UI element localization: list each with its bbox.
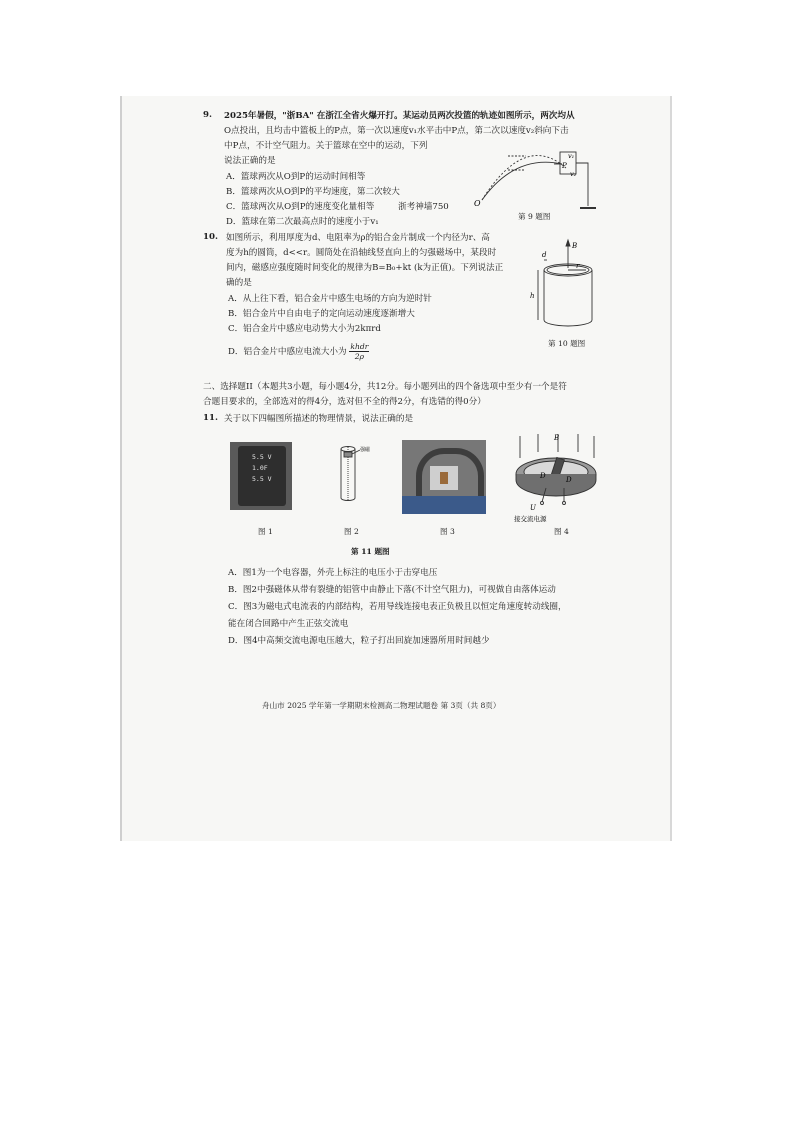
q11-fig4-label-b: B bbox=[554, 434, 560, 442]
q9-option-d: D．篮球在第二次最高点时的速度小于v₁ bbox=[226, 217, 379, 227]
q9-option-b: B．篮球两次从O到P的平均速度，第二次较大 bbox=[226, 187, 400, 197]
q9-label-v2: v₂ bbox=[570, 170, 577, 178]
q11-fig2-magnet bbox=[344, 452, 352, 457]
q10-option-d-text: D．铝合金片中感应电流大小为 bbox=[228, 347, 347, 357]
q10-fraction-denominator: 2ρ bbox=[354, 352, 364, 361]
q11-fig2-tube-figure bbox=[334, 444, 374, 504]
q10-label-h: h bbox=[530, 292, 535, 300]
q11-fig4-label-d2: D bbox=[566, 476, 572, 484]
q10-label-d: d bbox=[542, 251, 547, 259]
q9-figure-caption: 第 9 题图 bbox=[518, 212, 551, 221]
q9-hoop-pole bbox=[576, 163, 588, 206]
q10-label-r: r bbox=[576, 262, 580, 270]
q9-label-v1: v₁ bbox=[568, 152, 575, 160]
q11-fig1-text-3: 5.5 V bbox=[252, 475, 272, 483]
q10-fraction-numerator: khdr bbox=[350, 342, 369, 351]
q11-fig1-text-2: 1.0F bbox=[252, 464, 268, 472]
q10-label-b: B bbox=[572, 242, 578, 250]
q11-group-caption: 第 11 题图 bbox=[351, 547, 390, 556]
q10-option-d-fraction bbox=[349, 342, 369, 361]
q11-option-b: B．图2中强磁体从带有裂缝的铝管中由静止下落(不计空气阻力)，可视做自由落体运动 bbox=[228, 585, 556, 595]
q11-fig1-capacitor-photo bbox=[230, 442, 292, 510]
q9-label-p: P bbox=[562, 162, 567, 170]
q10-line4: 确的是 bbox=[226, 278, 252, 288]
q10-cylinder-figure bbox=[528, 238, 608, 334]
q10-line2: 度为h的圆筒，d<<r。圆筒处在沿轴线竖直向上的匀强磁场中，某段时 bbox=[226, 248, 497, 258]
q9-line4: 说法正确的是 bbox=[224, 156, 276, 166]
q11-fig4-label-u: U bbox=[530, 504, 536, 512]
q10-number: 10. bbox=[203, 232, 218, 242]
q11-fig1-text-1: 5.5 V bbox=[252, 453, 272, 461]
q10-figure-caption: 第 10 题图 bbox=[548, 339, 586, 348]
q10-line1: 如图所示，利用厚度为d、电阻率为ρ的铝合金片制成一个内径为r、高 bbox=[226, 233, 490, 243]
q11-fig1-caption: 图 1 bbox=[258, 527, 273, 536]
q11-option-c-line2: 能在闭合回路中产生正弦交流电 bbox=[228, 619, 349, 629]
q10-option-c: C．铝合金片中感应电动势大小为2kπrd bbox=[228, 324, 381, 334]
q10-line3: 间内，磁感应强度随时间变化的规律为B=B₀+kt (k为正值)。下列说法正 bbox=[226, 263, 504, 273]
q11-fig4-cyclotron-figure bbox=[508, 430, 604, 522]
q11-fig4-caption: 图 4 bbox=[554, 527, 569, 536]
q9-number: 9. bbox=[203, 110, 212, 120]
q9-line2: O点投出，且均击中篮板上的P点，第一次以速度v₁水平击中P点，第二次以速度v₂斜向下击 bbox=[224, 126, 569, 136]
q11-option-c-line1: C．图3为磁电式电流表的内部结构，若用导线连接电表正负极且以恒定角速度转动线圈， bbox=[228, 602, 567, 612]
q11-option-d: D．图4中高频交流电源电压越大，粒子打出回旋加速器所用时间越少 bbox=[228, 636, 490, 646]
q9-trajectory-1 bbox=[482, 162, 562, 200]
q11-fig2-caption: 图 2 bbox=[344, 527, 359, 536]
q9-option-c: C．篮球两次从O到P的速度变化量相等 bbox=[226, 202, 375, 212]
q9-basketball-figure bbox=[470, 142, 600, 216]
q9-line3: 中P点，不计空气阻力。关于篮球在空中的运动，下列 bbox=[224, 141, 428, 151]
section2-heading-line2: 合题目要求的，全部选对的得4分，选对但不全的得2分，有选错的得0分） bbox=[203, 397, 486, 407]
page-footer: 舟山市 2025 学年第一学期期末检测高二物理试题卷 第 3页（共 8页） bbox=[262, 701, 501, 710]
q11-option-a: A．图1为一个电容器，外壳上标注的电压小于击穿电压 bbox=[228, 568, 438, 578]
q11-fig3-galvanometer-photo bbox=[402, 440, 486, 514]
q11-number: 11. bbox=[203, 413, 218, 423]
q9-option-a: A．篮球两次从O到P的运动时间相等 bbox=[226, 172, 366, 182]
q9-line1: 2025年暑假，"浙BA" 在浙江全省火爆开打。某运动员两次投篮的轨迹如图所示，两次均从 bbox=[224, 111, 575, 121]
q9-label-o: O bbox=[474, 199, 481, 208]
q11-fig4-label-source: 接交流电源 bbox=[514, 515, 547, 522]
q11-fig3-caption: 图 3 bbox=[440, 527, 455, 536]
q10-option-d bbox=[228, 342, 369, 361]
q11-fig2-label: 强磁 bbox=[360, 447, 371, 453]
q11-fig4-label-d1: D bbox=[540, 472, 546, 480]
q9-watermark: 浙考神墙750 bbox=[398, 202, 449, 212]
page-edge-shadow bbox=[120, 96, 122, 841]
q10-option-b: B．铝合金片中自由电子的定向运动速度逐渐增大 bbox=[228, 309, 415, 319]
q10-option-a: A．从上往下看，铝合金片中感生电场的方向为逆时针 bbox=[228, 294, 432, 304]
section2-heading-line1: 二、选择题II（本题共3小题，每小题4分，共12分。每小题列出的四个备选项中至少有一个是符 bbox=[203, 382, 567, 392]
q11-stem: 关于以下四幅图所描述的物理情景，说法正确的是 bbox=[224, 414, 414, 424]
